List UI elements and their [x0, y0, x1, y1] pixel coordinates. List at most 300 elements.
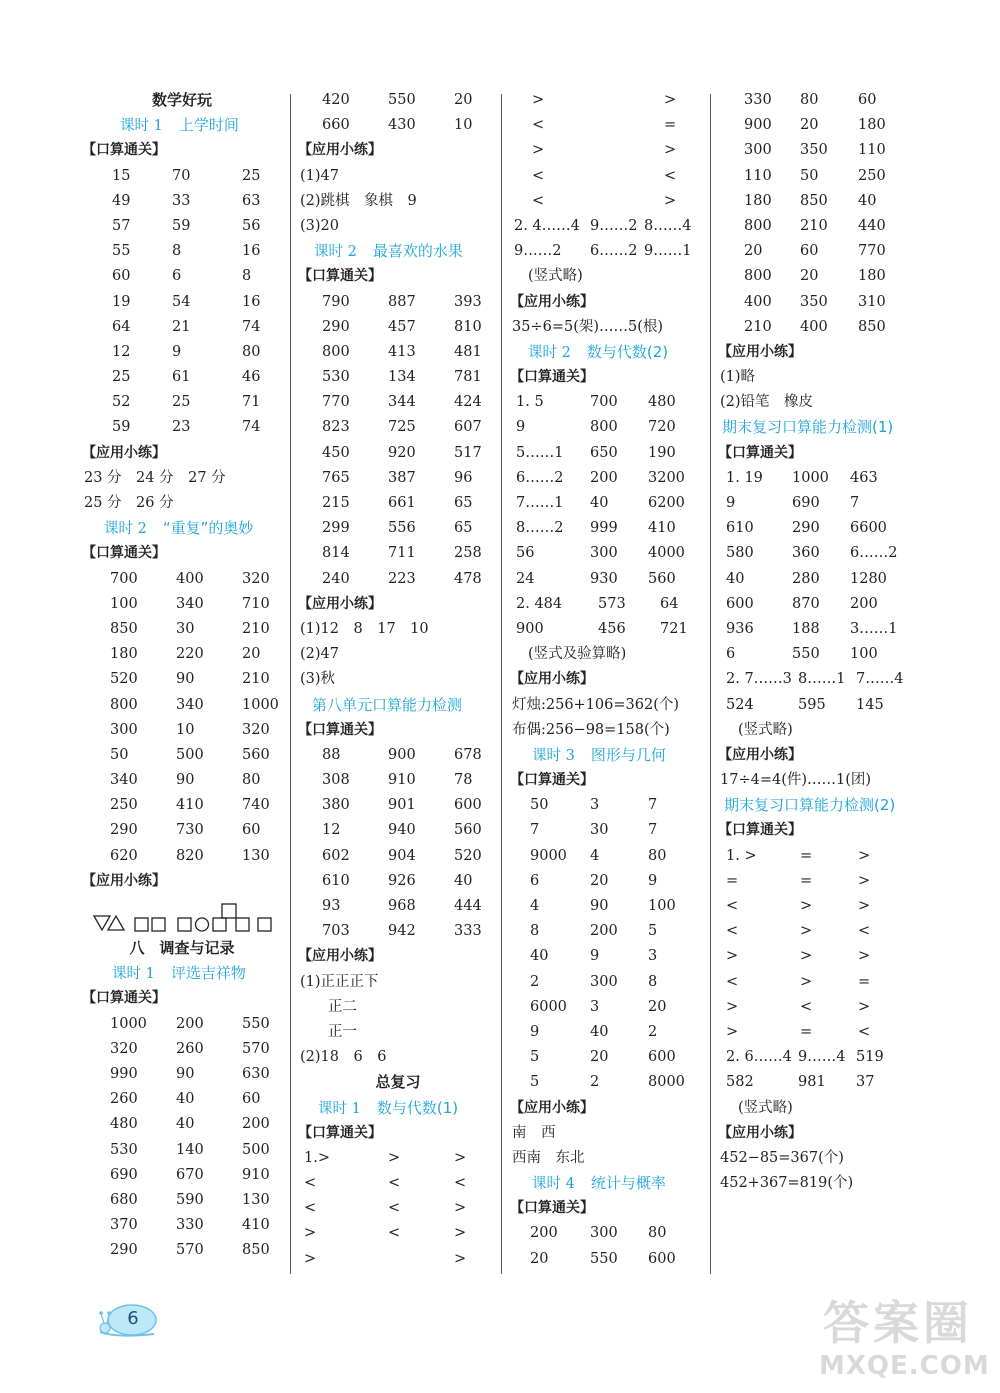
answer-row	[718, 1045, 918, 1070]
answer-row	[82, 667, 282, 692]
answer-cell: 350	[800, 142, 828, 159]
answer-row	[510, 88, 710, 113]
answer-cell: 610	[322, 872, 350, 889]
answer-grid	[510, 793, 710, 1095]
answer-cell: 850	[858, 318, 886, 335]
answer-cell: 814	[322, 545, 350, 562]
yingyong-heading: 【应用小练】	[298, 948, 382, 965]
answer-cell: 6600	[850, 520, 887, 537]
answer-line: (1)正正正下	[300, 973, 379, 990]
answer-row	[82, 239, 282, 264]
page-number-badge	[96, 1298, 164, 1340]
answer-row	[718, 642, 918, 667]
answer-cell: 393	[454, 293, 482, 310]
lesson-heading: 课时 2 数与代数(2)	[528, 342, 669, 361]
section-title: 数学好玩	[151, 91, 212, 109]
answer-cell: 887	[388, 293, 416, 310]
answer-cell: >	[454, 1225, 467, 1242]
answer-cell: 80	[800, 92, 819, 108]
answer-cell: 600	[648, 1049, 676, 1066]
answer-cell: 110	[744, 167, 772, 184]
answer-cell: 387	[388, 469, 416, 486]
answer-row	[82, 1037, 282, 1062]
answer-cell: 20	[590, 1049, 609, 1066]
answer-cell: 2	[648, 1023, 658, 1040]
answer-cell: 6……2	[590, 243, 638, 260]
answer-cell: 720	[648, 419, 676, 436]
answer-cell: 580	[726, 545, 754, 562]
answer-row	[82, 1138, 282, 1163]
answer-cell: 20	[800, 268, 819, 285]
answer-row	[298, 869, 498, 894]
answer-cell: 8……1	[798, 671, 846, 688]
answer-cell: >	[532, 92, 545, 108]
answer-row	[82, 818, 282, 843]
answer-cell: 2. 6……4	[726, 1049, 792, 1066]
answer-row	[82, 1112, 282, 1137]
answer-cell: 800	[322, 343, 350, 360]
answer-line: (1)略	[720, 369, 756, 386]
answer-row	[82, 768, 282, 793]
answer-row	[298, 894, 498, 919]
answer-row	[510, 944, 710, 969]
answer-cell: 900	[388, 746, 416, 763]
answer-cell: 370	[110, 1217, 138, 1234]
answer-line: 17÷4=4(件)……1(团)	[720, 772, 872, 789]
answer-cell: 900	[516, 620, 544, 637]
answer-cell: 7	[850, 495, 860, 511]
answer-grid	[718, 667, 918, 717]
answer-cell: 299	[322, 520, 350, 537]
answer-cell: 200	[176, 1015, 204, 1032]
answer-cell: 56	[242, 217, 261, 234]
column-divider	[501, 94, 502, 1274]
answer-row	[510, 239, 710, 264]
answer-cell: 46	[242, 369, 261, 386]
answer-cell: 517	[454, 444, 482, 461]
answer-cell: 19	[112, 293, 131, 310]
answer-cell: <	[664, 167, 677, 184]
answer-cell: 550	[792, 646, 820, 663]
answer-row	[82, 290, 282, 315]
answer-cell: 870	[792, 595, 820, 612]
answer-row	[82, 1012, 282, 1037]
answer-row	[510, 441, 710, 466]
answer-cell: >	[664, 92, 677, 108]
answer-row	[298, 1221, 498, 1246]
answer-cell: 770	[858, 243, 886, 260]
answer-row	[298, 818, 498, 843]
answer-cell: 330	[176, 1217, 204, 1234]
answer-cell: 570	[176, 1242, 204, 1259]
answer-cell: 9……2	[514, 243, 562, 260]
answer-cell: =	[726, 872, 739, 889]
kousuan-heading: 【口算通关】	[718, 822, 802, 839]
watermark	[815, 1295, 995, 1390]
yingyong-heading: 【应用小练】	[510, 671, 594, 688]
answer-cell: 15	[112, 167, 131, 184]
answer-cell: 530	[110, 1141, 138, 1158]
answer-cell: 80	[242, 343, 261, 360]
answer-cell: 981	[798, 1074, 826, 1091]
answer-grid	[718, 1045, 918, 1095]
answer-row	[510, 793, 710, 818]
answer-row	[510, 189, 710, 214]
answer-cell: 80	[648, 847, 667, 864]
answer-cell: 2. 484	[516, 595, 563, 612]
answer-cell: 2. 4……4	[514, 217, 580, 234]
answer-cell: 140	[176, 1141, 204, 1158]
answer-cell: 610	[726, 520, 754, 537]
answer-cell: 5	[530, 1074, 540, 1091]
answer-row	[718, 138, 918, 163]
answer-line: 35÷6=5(架)……5(根)	[512, 318, 664, 335]
answer-row	[82, 743, 282, 768]
answer-cell: 10	[176, 721, 195, 738]
answer-cell: 800	[744, 268, 772, 285]
lesson-heading: 课时 4 统计与概率	[532, 1174, 666, 1193]
answer-row	[298, 1247, 498, 1272]
lesson-heading: 课时 1 上学时间	[120, 116, 239, 135]
answer-cell: 134	[388, 369, 416, 386]
answer-row	[298, 743, 498, 768]
answer-cell: 33	[172, 192, 191, 209]
answer-cell: 290	[110, 822, 138, 839]
answer-cell: 920	[388, 444, 416, 461]
answer-cell: 360	[792, 545, 820, 562]
answer-cell: 790	[322, 293, 350, 310]
answer-grid	[510, 1221, 710, 1271]
answer-row	[510, 894, 710, 919]
answer-row	[510, 1045, 710, 1070]
kousuan-heading: 【口算通关】	[510, 369, 594, 386]
answer-cell: <	[388, 1200, 401, 1217]
kousuan-heading: 【口算通关】	[82, 142, 166, 159]
answer-cell: 20	[800, 117, 819, 134]
answer-cell: 88	[322, 746, 341, 763]
answer-cell: 556	[388, 520, 416, 537]
answer-row	[510, 919, 710, 944]
answer-cell: >	[454, 1250, 467, 1267]
yingyong-heading: 【应用小练】	[718, 343, 802, 360]
answer-cell: 1. 5	[516, 394, 544, 411]
answer-cell: 49	[112, 192, 131, 209]
answer-cell: 16	[242, 243, 261, 260]
answer-cell: <	[726, 923, 739, 940]
answer-cell: 711	[388, 545, 416, 562]
answer-row	[718, 516, 918, 541]
answer-cell: 80	[648, 1225, 667, 1242]
answer-cell: 660	[322, 117, 350, 134]
answer-cell: 9	[530, 1023, 540, 1040]
answer-cell: 40	[176, 1116, 195, 1133]
answer-cell: 200	[530, 1225, 558, 1242]
answer-cell: >	[454, 1149, 467, 1166]
answer-row	[718, 667, 918, 692]
answer-row	[510, 466, 710, 491]
answer-row	[510, 617, 710, 642]
answer-cell: 530	[322, 369, 350, 386]
answer-cell: 910	[388, 772, 416, 789]
answer-cell: >	[532, 142, 545, 159]
yingyong-heading: 【应用小练】	[510, 293, 594, 310]
answer-cell: 56	[516, 545, 535, 562]
answer-row	[298, 113, 498, 138]
answer-grid	[510, 592, 710, 642]
answer-cell: 703	[322, 923, 350, 940]
answer-row	[510, 970, 710, 995]
answer-cell: 250	[110, 797, 138, 814]
answer-cell: 100	[850, 646, 878, 663]
answer-cell: 700	[590, 394, 618, 411]
answer-cell: 65	[454, 520, 473, 537]
answer-cell: 50	[110, 746, 129, 763]
answer-cell: <	[532, 167, 545, 184]
answer-cell: 180	[110, 646, 138, 663]
answer-cell: 800	[744, 217, 772, 234]
answer-cell: 413	[388, 343, 416, 360]
yingyong-heading: 【应用小练】	[82, 872, 166, 889]
answer-cell: 20	[454, 92, 473, 108]
answer-cell: 800	[110, 696, 138, 713]
answer-cell: 78	[454, 772, 473, 789]
page-number: 6	[127, 1308, 139, 1329]
answer-line: 452−85=367(个)	[720, 1149, 844, 1166]
lesson-heading: 课时 3 图形与几何	[532, 745, 666, 764]
yingyong-heading: 【应用小练】	[510, 1099, 594, 1116]
answer-cell: 850	[242, 1242, 270, 1259]
answer-cell: 30	[590, 822, 609, 839]
answer-cell: 340	[110, 772, 138, 789]
final-test-heading: 期末复习口算能力检测(1)	[722, 418, 894, 437]
answer-cell: 410	[242, 1217, 270, 1234]
answer-cell: 6……2	[516, 469, 564, 486]
answer-cell: 690	[792, 495, 820, 511]
answer-cell: 1000	[110, 1015, 147, 1032]
answer-row	[718, 290, 918, 315]
answer-cell: >	[454, 1200, 467, 1217]
answer-cell: >	[858, 847, 871, 864]
answer-cell: 550	[590, 1250, 618, 1267]
answer-cell: 9	[516, 419, 526, 436]
answer-cell: 600	[726, 595, 754, 612]
answer-cell: 54	[172, 293, 191, 310]
answer-cell: 300	[590, 1225, 618, 1242]
answer-row	[718, 693, 918, 718]
answer-cell: 20	[648, 998, 667, 1015]
answer-cell: 6	[726, 646, 736, 663]
answer-cell: 110	[858, 142, 886, 159]
answer-cell: 400	[744, 293, 772, 310]
answer-cell: >	[388, 1149, 401, 1166]
answer-line: 正一	[328, 1023, 357, 1040]
answer-cell: 8……4	[644, 217, 692, 234]
answer-cell: 8	[648, 973, 658, 990]
answer-cell: >	[304, 1250, 317, 1267]
answer-row	[718, 239, 918, 264]
answer-cell: <	[800, 998, 813, 1015]
answer-cell: 850	[800, 192, 828, 209]
answer-grid	[82, 164, 282, 441]
answer-cell: 20	[242, 646, 261, 663]
answer-cell: 12	[112, 343, 131, 360]
answer-row	[82, 340, 282, 365]
answer-cell: 210	[800, 217, 828, 234]
answer-cell: >	[664, 142, 677, 159]
answer-row	[510, 1070, 710, 1095]
answer-cell: 936	[726, 620, 754, 637]
answer-line: 正二	[328, 998, 357, 1015]
answer-cell: 57	[112, 217, 131, 234]
answer-line: 25 分 26 分	[84, 495, 174, 511]
answer-grid	[298, 290, 498, 592]
answer-row	[82, 189, 282, 214]
answer-row	[82, 617, 282, 642]
answer-cell: <	[858, 923, 871, 940]
answer-line: (2)铅笔 橡皮	[720, 394, 814, 411]
answer-row	[510, 516, 710, 541]
answer-cell: 9……1	[644, 243, 692, 260]
answer-cell: 480	[648, 394, 676, 411]
lesson-heading: 课时 1 数与代数(1)	[318, 1098, 459, 1117]
answer-cell: 25	[172, 394, 191, 411]
answer-cell: 607	[454, 419, 482, 436]
answer-cell: <	[532, 192, 545, 209]
answer-row	[298, 365, 498, 390]
answer-cell: 20	[590, 872, 609, 889]
answer-cell: 999	[590, 520, 618, 537]
answer-cell: 500	[176, 746, 204, 763]
answer-cell: 3	[648, 948, 658, 965]
answer-cell: 910	[242, 1166, 270, 1183]
answer-row	[82, 1087, 282, 1112]
answer-row	[298, 441, 498, 466]
answer-row	[718, 264, 918, 289]
answer-row	[82, 693, 282, 718]
kousuan-heading: 【口算通关】	[82, 990, 166, 1007]
answer-cell: 690	[110, 1166, 138, 1183]
answer-cell: 40	[454, 872, 473, 889]
answer-row	[298, 466, 498, 491]
answer-cell: 781	[454, 369, 482, 386]
answer-cell: >	[726, 1023, 739, 1040]
answer-row	[718, 567, 918, 592]
watermark-text: 答案圈	[823, 1296, 973, 1350]
answer-cell: 300	[590, 973, 618, 990]
answer-cell: 550	[388, 92, 416, 108]
answer-row	[82, 1238, 282, 1263]
answer-cell: <	[304, 1200, 317, 1217]
answer-cell: 37	[856, 1074, 875, 1091]
answer-cell: 290	[110, 1242, 138, 1259]
answer-cell: 50	[800, 167, 819, 184]
answer-row	[82, 365, 282, 390]
answer-row	[298, 768, 498, 793]
answer-cell: >	[664, 192, 677, 209]
answer-grid	[718, 88, 918, 340]
answer-cell: 220	[176, 646, 204, 663]
answer-line: 23 分 24 分 27 分	[84, 469, 226, 486]
answer-cell: 90	[176, 671, 195, 688]
answer-cell: 661	[388, 495, 416, 511]
answer-row	[718, 869, 918, 894]
answer-cell: 3……1	[850, 620, 898, 637]
answer-cell: 8	[172, 243, 182, 260]
answer-cell: 430	[388, 117, 416, 134]
answer-row	[298, 844, 498, 869]
answer-grid	[82, 567, 282, 869]
answer-cell: 30	[176, 620, 195, 637]
answer-cell: 223	[388, 570, 416, 587]
answer-cell: 200	[242, 1116, 270, 1133]
answer-row	[82, 718, 282, 743]
answer-note: (竖式略)	[738, 1099, 793, 1116]
answer-row	[510, 491, 710, 516]
answer-cell: 457	[388, 318, 416, 335]
answer-cell: 904	[388, 847, 416, 864]
answer-cell: 74	[242, 318, 261, 335]
answer-cell: 823	[322, 419, 350, 436]
answer-cell: 7……4	[856, 671, 904, 688]
answer-cell: 440	[858, 217, 886, 234]
answer-cell: 4	[590, 847, 600, 864]
answer-cell: 519	[856, 1049, 884, 1066]
answer-cell: 670	[176, 1166, 204, 1183]
answer-cell: 3	[590, 998, 600, 1015]
answer-cell: 582	[726, 1074, 754, 1091]
answer-cell: 20	[530, 1250, 549, 1267]
answer-cell: 200	[590, 923, 618, 940]
answer-row	[298, 541, 498, 566]
answer-row	[510, 567, 710, 592]
answer-cell: 80	[242, 772, 261, 789]
lesson-heading: 课时 2 最喜欢的水果	[314, 242, 463, 261]
answer-grid	[298, 88, 498, 138]
answer-cell: 90	[176, 1065, 195, 1082]
answer-cell: 590	[176, 1191, 204, 1208]
answer-cell: 570	[242, 1040, 270, 1057]
answer-cell: 21	[172, 318, 191, 335]
answer-cell: 9……2	[590, 217, 638, 234]
answer-cell: 61	[172, 369, 191, 386]
answer-row	[298, 88, 498, 113]
answer-cell: 320	[110, 1040, 138, 1057]
answer-cell: 9……4	[798, 1049, 846, 1066]
answer-row	[718, 491, 918, 516]
answer-row	[510, 164, 710, 189]
answer-cell: 9000	[530, 847, 567, 864]
answer-cell: 96	[454, 469, 473, 486]
answer-row	[718, 466, 918, 491]
answer-cell: 330	[744, 92, 772, 108]
answer-line: 452+367=819(个)	[720, 1175, 854, 1192]
answer-cell: 130	[242, 1191, 270, 1208]
answer-cell: 320	[242, 721, 270, 738]
answer-cell: 7	[648, 797, 658, 814]
answer-cell: 260	[110, 1091, 138, 1108]
answer-cell: <	[532, 117, 545, 134]
answer-cell: 16	[242, 293, 261, 310]
answer-cell: 520	[454, 847, 482, 864]
answer-cell: 40	[530, 948, 549, 965]
column-1	[82, 88, 282, 1263]
answer-cell: 1.>	[304, 1149, 330, 1166]
answer-cell: 8……2	[516, 520, 564, 537]
answer-cell: 1. >	[726, 847, 757, 864]
answer-line: (3)秋	[300, 671, 336, 688]
answer-cell: >	[800, 973, 813, 990]
yingyong-heading: 【应用小练】	[298, 595, 382, 612]
